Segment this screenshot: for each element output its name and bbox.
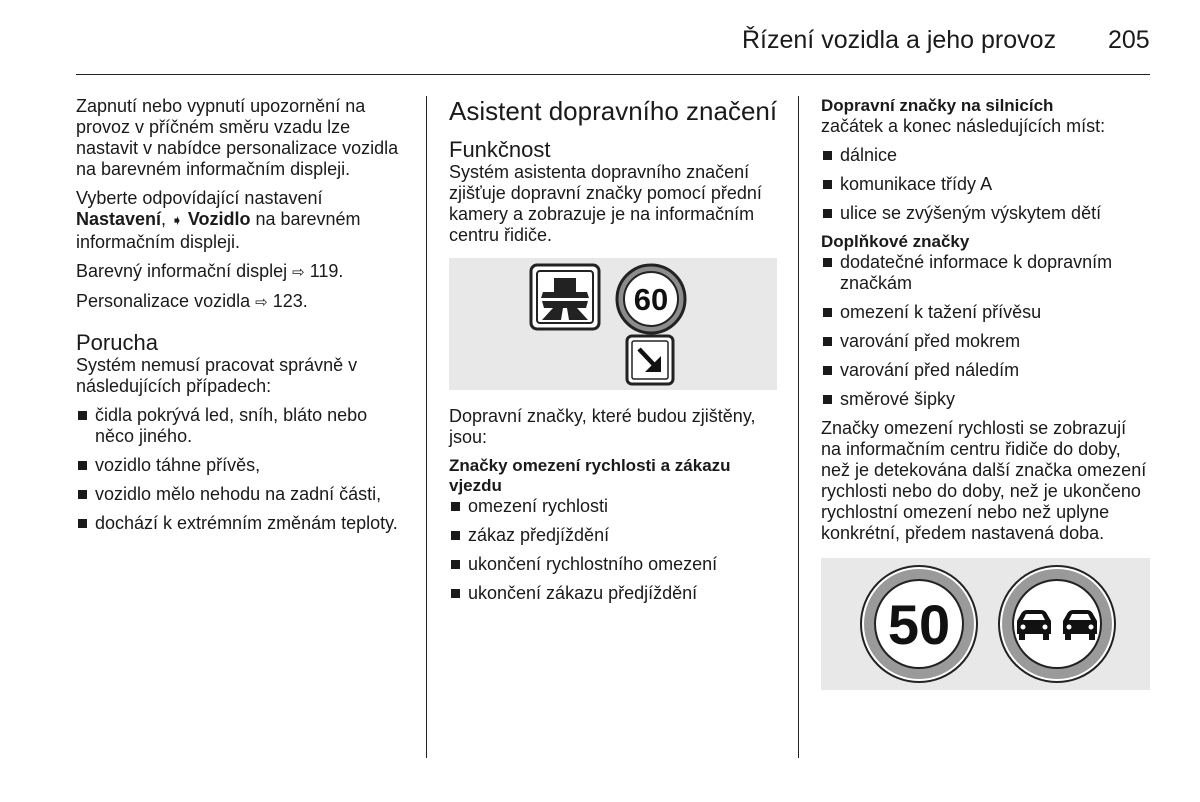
paragraph: začátek a konec následujících míst: (821, 116, 1106, 136)
separator: , (161, 209, 172, 229)
menu-arrow-icon: ➧ (171, 213, 183, 229)
traffic-signs-graphic (449, 258, 777, 390)
road-sign-list (821, 145, 1151, 224)
reference-page: 119. (309, 261, 344, 281)
list-item: ulice se zvýšeným výskytem dětí (821, 203, 1151, 224)
paragraph: Dopravní značky, které budou zjištěny, jsou: (449, 406, 756, 447)
paragraph: Systém nemusí pracovat správně v následujících případech: (76, 355, 358, 396)
cross-reference[interactable] (76, 291, 408, 313)
heading-porucha: Porucha (76, 330, 158, 355)
list-item: omezení rychlosti (449, 496, 779, 517)
list-item: zákaz předjíždění (449, 525, 779, 546)
list-item: ukončení zákazu předjíždění (449, 583, 779, 604)
list-item: varování před náledím (821, 360, 1151, 381)
speed-limit-sign-icon (617, 265, 685, 333)
column-3 (821, 96, 1151, 690)
speed-limit-50-sign-icon (861, 566, 977, 682)
text: na barevném informačním displeji. (76, 209, 361, 252)
reference-arrow-icon: ⇨ (292, 263, 305, 281)
column-divider-1 (426, 96, 427, 758)
list-item: ukončení rychlostního omezení (449, 554, 779, 575)
list-item: dodatečné informace k dopravním značkám (821, 252, 1151, 294)
section-title: Řízení vozidla a jeho provoz (742, 26, 1057, 54)
heading-funkcnost: Funkčnost (449, 137, 551, 162)
subheading: Značky omezení rychlosti a zákazu vjezdu (449, 456, 731, 495)
speed-signs-graphic (821, 558, 1150, 690)
list-item: omezení k tažení přívěsu (821, 302, 1151, 323)
menu-path-settings: Nastavení (76, 209, 162, 229)
list-item: vozidlo táhne přívěs, (76, 455, 408, 476)
speed-sign-list (449, 496, 779, 604)
traffic-signs-illustration (449, 258, 777, 390)
text: Vyberte odpovídající nastavení (76, 188, 323, 208)
list-item: čidla pokrývá led, sníh, bláto nebo něco jiného. (76, 405, 408, 447)
reference-arrow-icon: ⇨ (255, 293, 268, 311)
list-item: směrové šipky (821, 389, 1151, 410)
fault-list (76, 405, 408, 534)
no-overtaking-sign-icon (999, 566, 1115, 682)
list-item: dálnice (821, 145, 1151, 166)
speed-limit-value: 50 (887, 593, 951, 656)
motorway-sign-icon (531, 265, 599, 329)
reference-text: Personalizace vozidla (76, 291, 251, 311)
list-item: dochází k extrémním změnám teploty. (76, 513, 408, 534)
paragraph: Systém asistenta dopravního značení zjišťuje dopravní značky pomocí přední kamery a zobrazuje je na informačním centru řidiče. (449, 162, 762, 245)
cross-reference[interactable] (76, 261, 408, 283)
header-rule (76, 74, 1150, 75)
column-divider-2 (798, 96, 799, 758)
subheading: Doplňkové značky (821, 232, 970, 251)
paragraph (76, 188, 408, 253)
section-heading: Asistent dopravního značení (449, 96, 778, 126)
list-item: varování před mokrem (821, 331, 1151, 352)
list-item: komunikace třídy A (821, 174, 1151, 195)
page-number: 205 (1108, 26, 1150, 54)
column-2 (449, 96, 779, 612)
speed-limit-value: 60 (633, 282, 669, 317)
reference-page: 123. (272, 291, 308, 311)
paragraph: Značky omezení rychlosti se zobrazují na informačním centru řidiče do doby, než je detekována další značka omezení rychlosti nebo do doby, než je ukončeno rychlostní omezení nebo než uplyne konkrétní, předem nastavená doba. (821, 418, 1147, 543)
reference-text: Barevný informační displej (76, 261, 288, 281)
additional-sign-list (821, 252, 1151, 410)
menu-path-vehicle: Vozidlo (187, 209, 251, 229)
speed-signs-illustration (821, 558, 1150, 690)
paragraph: Zapnutí nebo vypnutí upozornění na provoz v příčném směru vzadu lze nastavit v nabídce personalizace vozidla na barevném informačním displeji. (76, 96, 399, 179)
column-1 (76, 96, 408, 542)
subheading: Dopravní značky na silnicích (821, 96, 1054, 115)
direction-arrow-sign-icon (627, 336, 673, 384)
list-item: vozidlo mělo nehodu na zadní části, (76, 484, 408, 505)
